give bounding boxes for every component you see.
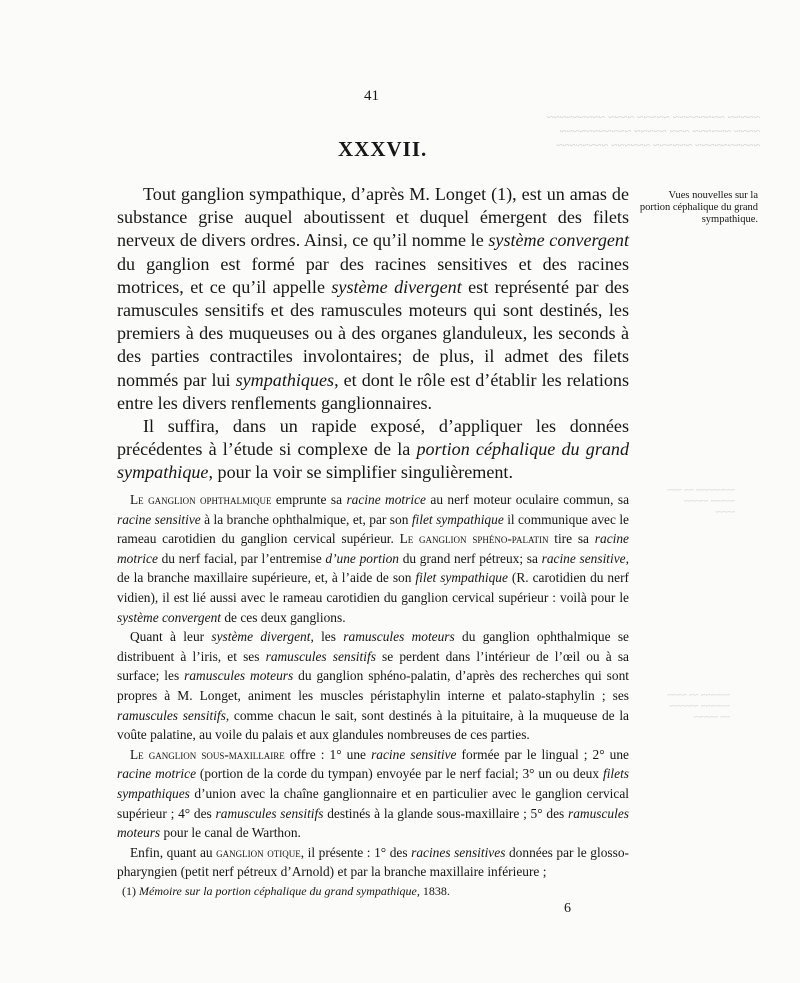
show-through-note: ~~~~~~ ~~ ~~~~ ~~~~~~ ~~~~~~ ~~ ~~~~~ <box>667 690 730 722</box>
paragraph-otic: Enfin, quant au ganglion otique, il présente : 1° des racines sensitives données par le glosso-pharyngien (petit nerf pétreux d’Arnold) et par la branche maxillaire inférieure ; <box>117 844 629 880</box>
intro-paragraph: Tout ganglion sympathique, d’après M. Longet (1), est un amas de substance grise auquel aboutissent et duquel émergent des filets nerveux de divers ordres. Ainsi, ce qu’il nomme le système convergent du ganglion est formé par des racines sensitives et des racines motrices, et ce qu’il appelle système divergent est représenté par des ramuscules sensitifs et des ramuscules moteurs qui sont destinés, les premiers à des muqueuses ou à des organes glanduleux, les seconds à des parties contractiles involontaires; de plus, il admet des filets nommés par lui sympathiques, et dont le rôle est d’établir les relations entre les divers renflements ganglionnaires. <box>117 184 630 413</box>
intro-paragraph: Il suffira, dans un rapide exposé, d’appliquer les données précédentes à l’étude si complexe de la portion céphalique du grand sympathique, pour la voir se simplifier singulièrement. <box>117 416 629 483</box>
show-through-text: ~~~~~ ~~~~~~~~ ~~~~~ ~~~~ ~~~~~~~~~ ~~~~ ~~~~~~ ~~~ ~~~~~ ~~~~~~~~~~~ ~~~~~~~~~~ ~~~~~~ ~~~~~~ ~~~~~~~~ <box>546 110 760 152</box>
margin-note: Vues nouvelles sur la portion céphalique du grand sympathique. <box>639 190 758 225</box>
paragraph-submaxillary: Le ganglion sous-maxillaire offre : 1° une racine sensitive formée par le lingual ; 2° une racine motrice (portion de la corde du tympan) envoyée par le nerf facial; 3° un ou deux filets sympathiques d’union avec la chaîne ganglionnaire et en particulier avec le ganglion cervical supérieur ; 4° des ramuscules sensitifs destinés à la glande sous-maxillaire ; 5° des ramuscules moteurs pour le canal de Warthon. <box>117 746 630 841</box>
section-heading: XXXVII. <box>338 137 428 161</box>
footnote: (1) Mémoire sur la portion céphalique du grand sympathique, 1838. <box>122 884 450 898</box>
paragraph-divergent-system: Quant à leur système divergent, les ramuscules moteurs du ganglion ophthalmique se distribuent à l’iris, et ses ramuscules sensitifs se perdent dans l’intérieur de l’œil ou à sa surface; les ramuscules moteurs du ganglion sphéno-palatin, d’après des recherches qui sont propres à M. Longet, animent les muscles péristaphylin interne et palato-staphylin ; ses ramuscules sensitifs, comme chacun le sait, sont destinés à la pituitaire, à la muqueuse de la voûte palatine, au voile du palais et aux glandules nombreuses de ces parties. <box>117 629 630 743</box>
page-number: 41 <box>364 88 379 104</box>
paragraph-ophthalmic-sphenopalatine: Le ganglion ophthalmique emprunte sa racine motrice au nerf moteur oculaire commun, sa racine sensitive à la branche ophthalmique, et, par son filet sympathique il communique avec le rameau carotidien du ganglion cervical supérieur. Le ganglion sphéno-palatin tire sa racine motrice du nerf facial, par l’entremise d’une portion du grand nerf pétreux; sa racine sensitive, de la branche maxillaire supérieure, et, à l’aide de son filet sympathique (R. carotidien du nerf vidien), il est lié aussi avec le rameau carotidien du ganglion cervical supérieur : voilà pour le système convergent de ces deux ganglions. <box>117 492 630 625</box>
signature-mark: 6 <box>564 901 571 916</box>
show-through-note: ~~~~~~~~ ~~ ~~~ ~~~~~ ~~~~~ ~~~~ <box>667 485 735 517</box>
body-text <box>117 490 629 882</box>
intro-text <box>117 183 629 485</box>
